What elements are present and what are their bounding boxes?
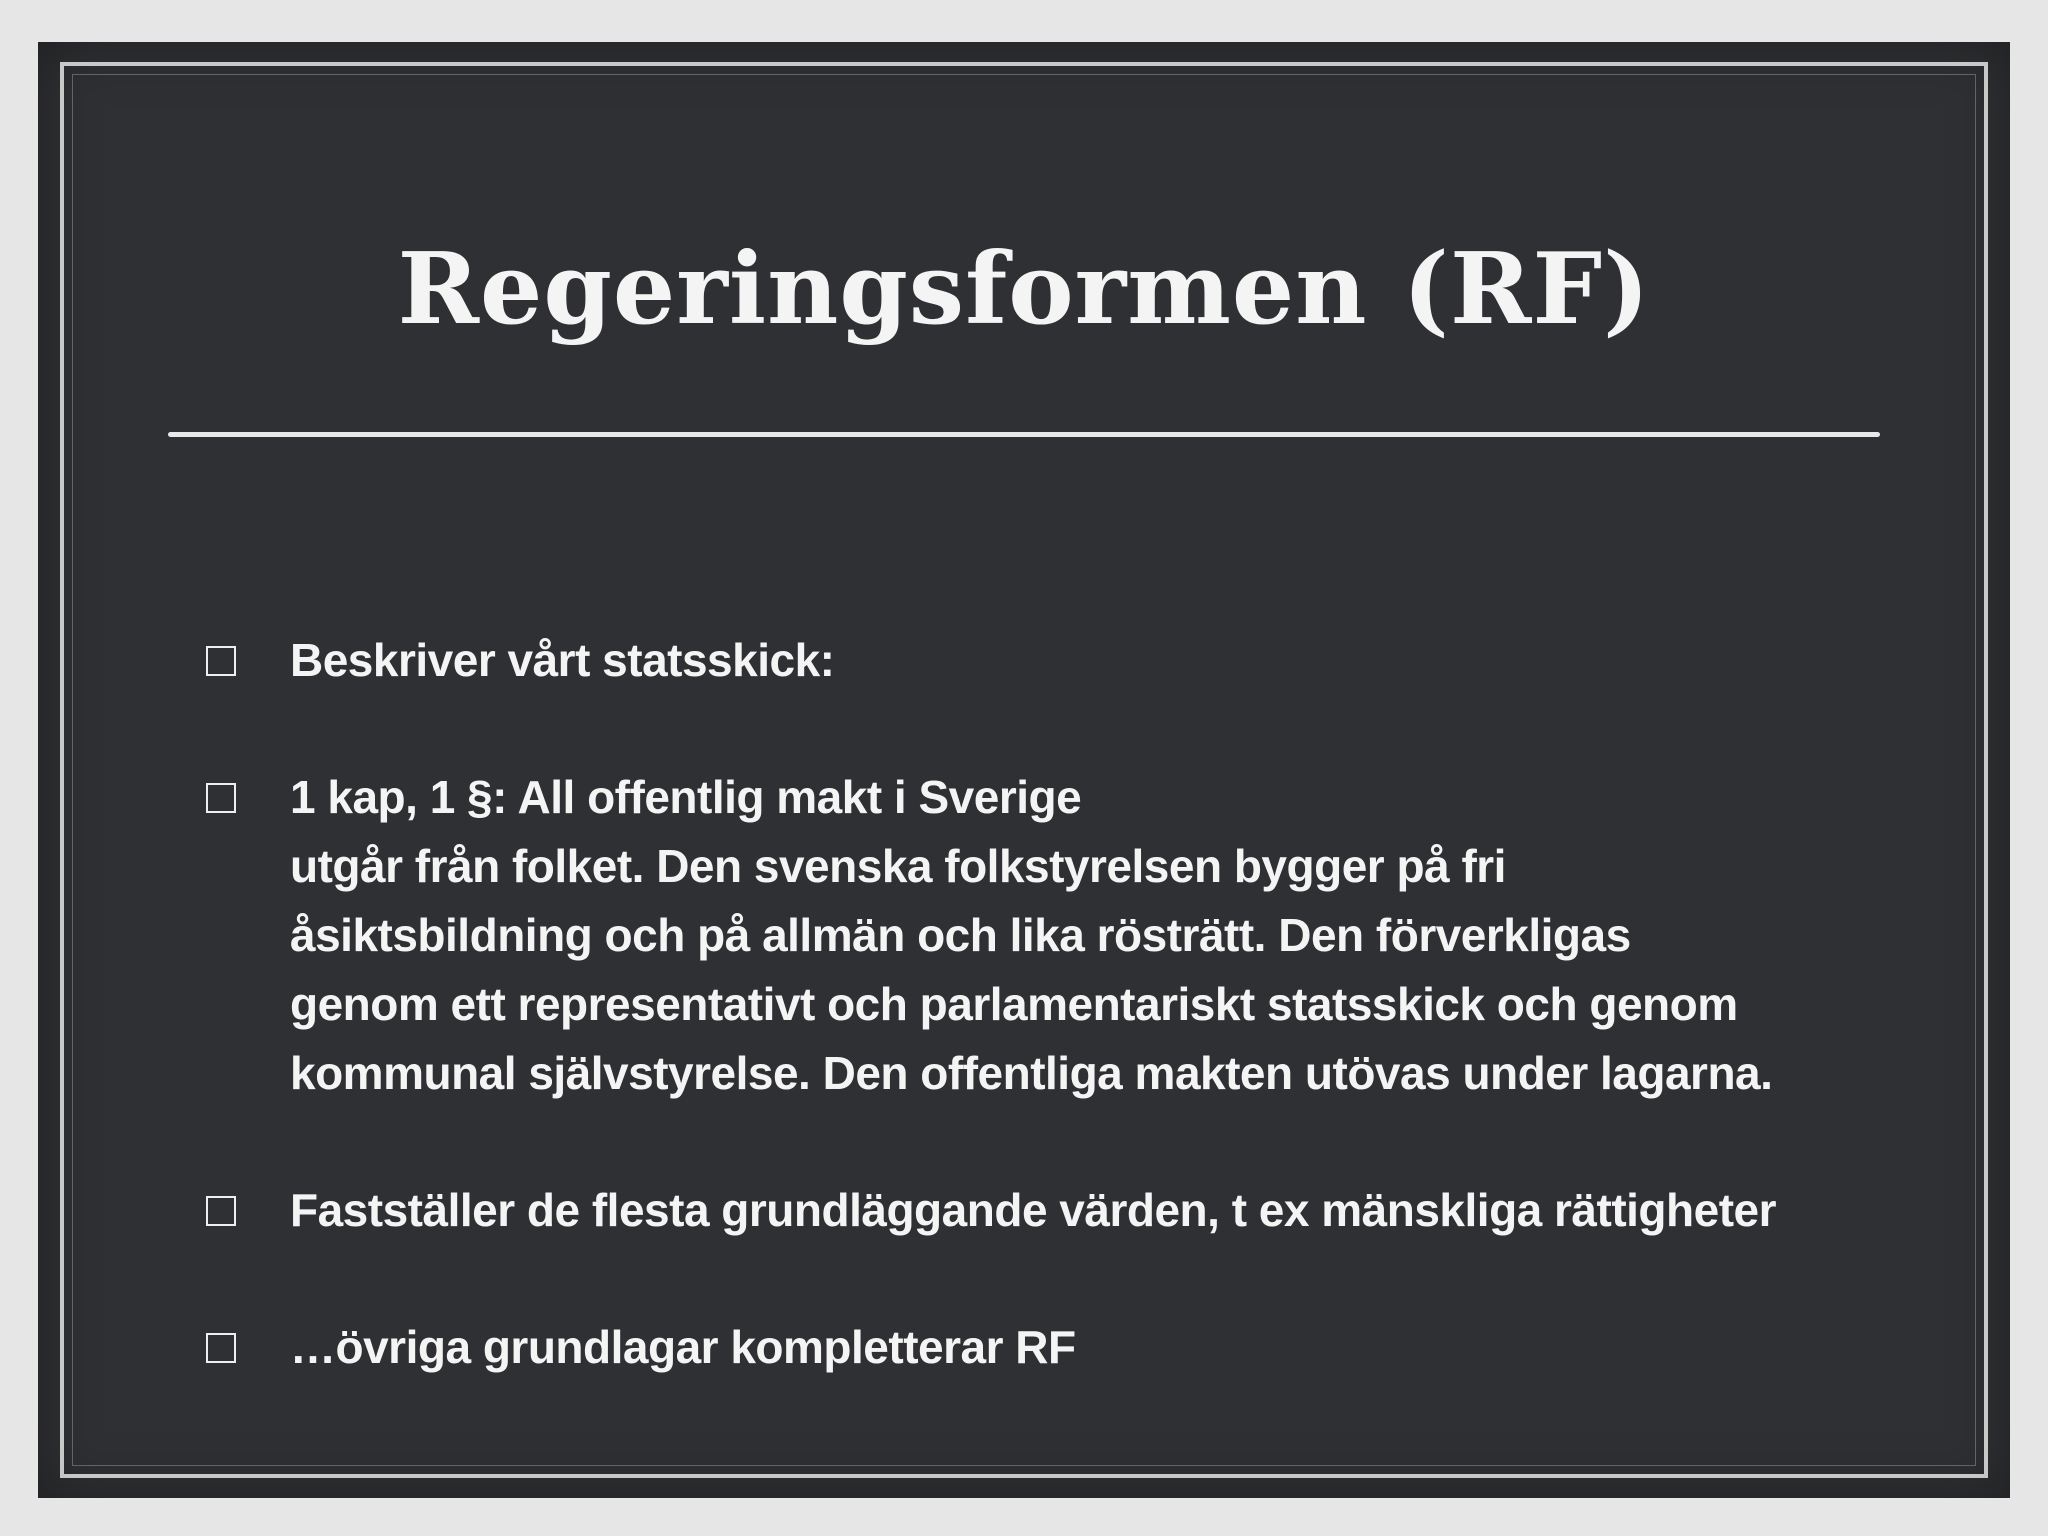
slide [38, 42, 2010, 1498]
bullet-text: Beskriver vårt statsskick: [290, 634, 835, 686]
bullet-text-line: åsiktsbildning och på allmän och lika rösträtt. Den förverkligas [290, 909, 1631, 961]
bullet-text-line: kommunal självstyrelse. Den offentliga makten utövas under lagarna. [290, 1047, 1773, 1099]
checkbox-icon [206, 646, 236, 676]
bullet-list [206, 626, 1906, 1382]
checkbox-icon [206, 1333, 236, 1363]
slide-title: Regeringsformen (RF) [397, 232, 1651, 347]
bullet-text-line: 1 kap, 1 §: All offentlig makt i Sverige [290, 771, 1082, 823]
bullet-item [206, 763, 1906, 1108]
bullet-text: Fastställer de flesta grundläggande värden, t ex mänskliga rättigheter [290, 1184, 1777, 1236]
bullet-text-line: genom ett representativt och parlamentariskt statsskick och genom [290, 978, 1738, 1030]
bullet-item [206, 1176, 1906, 1245]
title-divider [168, 432, 1880, 437]
bullet-text-line: utgår från folket. Den svenska folkstyrelsen bygger på fri [290, 840, 1506, 892]
checkbox-icon [206, 783, 236, 813]
bullet-text: …övriga grundlagar kompletterar RF [290, 1321, 1076, 1373]
bullet-item [206, 1313, 1906, 1382]
checkbox-icon [206, 1196, 236, 1226]
bullet-item [206, 626, 1906, 695]
